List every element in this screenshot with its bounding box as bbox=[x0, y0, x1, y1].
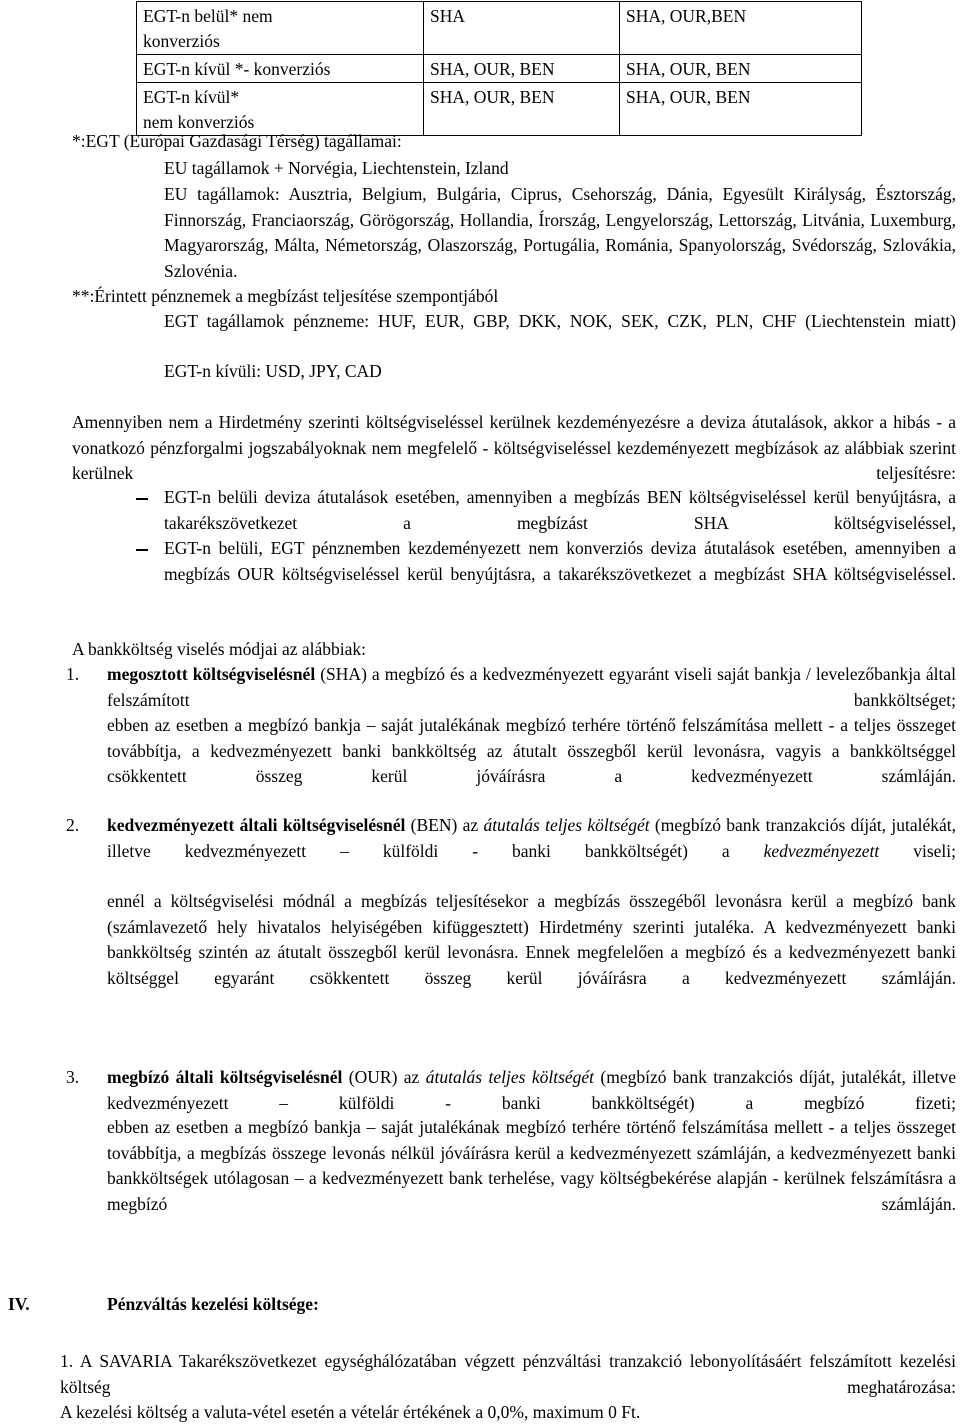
currency-note-title: **:Érintett pénznemek a megbízást teljesítése szempontjából bbox=[72, 286, 499, 306]
bullet-text: EGT-n belüli, EGT pénznemben kezdeményezett nem konverziós deviza átutalások esetében, amennyiben a megbízás OUR költségviseléssel kerül benyújtásra, a takarékszövetkezet a megbízást SHA költségviseléssel. bbox=[164, 538, 956, 584]
paragraph-text: Amennyiben nem a Hirdetmény szerinti költségviseléssel kerülnek kezdeményezésre a deviza átutalások, akkor a hibás - a vonatkozó pénzforgalmi jogszabályoknak nem megfelelő - költségviseléssel kezdeményezett megbízások az alábbiak szerint kerülnek teljesítésre: bbox=[72, 412, 956, 483]
bullet-item bbox=[164, 485, 956, 536]
bullet-item bbox=[164, 536, 956, 587]
egt-note-title: *:EGT (Európai Gazdasági Térség) tagállamai: bbox=[72, 131, 402, 151]
list-number: 3. bbox=[66, 1067, 80, 1087]
cost-mode-name: megbízó általi költségviselésnél bbox=[107, 1067, 343, 1087]
cost-mode-sha-detail bbox=[107, 713, 956, 790]
cost-mode-detail: ebben az esetben a megbízó bankja – saját jutalékának megbízó terhére történő felszámítása mellett - a teljes összeget továbbítja, a megbízás összege levonás nélkül jóváírásra kerül a kedvezményezett számláján, a kedvezményezett banki bankköltségek utólagosan – a kedvezményezett bank terhelése, vagy költségbekérése alapján - kerülnek felszámításra a megbízó számláján. bbox=[107, 1117, 956, 1214]
egt-note-line1: EU tagállamok + Norvégia, Liechtenstein, Izland bbox=[164, 158, 509, 178]
cost-mode-text: (megbízó bank tranzakciós díját, jutalékát, illetve kedvezményezett – külföldi - banki bankköltségét) a bbox=[107, 815, 956, 861]
table-cell: EGT-n belül* nem konverziós bbox=[137, 2, 424, 55]
cost-mode-text: (SHA) a megbízó és a kedvezményezett egyaránt viseli saját bankja / levelezőbankja által felszámított bankköltséget; bbox=[107, 664, 956, 710]
cost-mode-text: (OUR) az bbox=[342, 1067, 426, 1087]
section-title: Pénzváltás kezelési költsége: bbox=[107, 1294, 319, 1314]
cost-mode-ben bbox=[107, 813, 956, 864]
cost-modes-title: A bankköltség viselés módjai az alábbiak: bbox=[72, 639, 367, 659]
dash-bullet bbox=[136, 549, 148, 551]
table-cell: SHA bbox=[424, 2, 620, 55]
currency-note-egt bbox=[164, 308, 956, 334]
section-number: IV. bbox=[8, 1294, 30, 1314]
cost-mode-text: (BEN) az bbox=[405, 815, 484, 835]
cost-mode-name: megosztott költségviselésnél bbox=[107, 664, 316, 684]
table-cell: SHA, OUR, BEN bbox=[424, 83, 620, 136]
italic-phrase: kedvezményezett bbox=[763, 840, 880, 861]
cost-mode-our bbox=[107, 1065, 956, 1116]
currency-note-non-egt: EGT-n kívüli: USD, JPY, CAD bbox=[164, 361, 382, 381]
section4-fee-line: A kezelési költség a valuta-vétel esetén a vételár értékének a 0,0%, maximum 0 Ft. bbox=[60, 1402, 641, 1422]
cost-mode-detail: ennél a költségviselési módnál a megbízás teljesítésekor a megbízás összegéből levonásra kerül a megbízó bank (számlavezető hely hivatalos helyiségében kifüggesztett) Hirdetmény szerinti jutaléka. A kedvezményezett banki bankköltség szintén az átutalt összegből kerül levonásra. Ennek megfelelően a megbízó és a kedvezményezett banki költséggel egyaránt csökkentett összeg kerül jóváírásra a kedvezményezett számláján. bbox=[107, 891, 956, 988]
table-cell: SHA, OUR, BEN bbox=[620, 55, 862, 83]
list-number: 1. bbox=[66, 664, 80, 684]
egt-currency-list: EGT tagállamok pénzneme: HUF, EUR, GBP, DKK, NOK, SEK, CZK, PLN, CHF (Liechtenstein miatt) bbox=[164, 311, 956, 331]
italic-phrase: átutalás teljes költségét bbox=[425, 1067, 595, 1087]
cost-mode-sha bbox=[107, 662, 956, 713]
paragraph-text: 1. A SAVARIA Takarékszövetkezet egységhálózatában végzett pénzváltási tranzakció lebonyolításáért felszámított kezelési költség meghatározása: bbox=[60, 1351, 956, 1397]
table-cell: EGT-n kívül *- konverziós bbox=[137, 55, 424, 83]
cost-mode-ben-detail bbox=[107, 889, 956, 991]
table-row bbox=[137, 55, 862, 83]
cost-mode-text: (megbízó bank tranzakciós díját, jutalékát, illetve kedvezményezett – külföldi - banki bankköltségét) a megbízó fizeti; bbox=[107, 1067, 956, 1113]
cost-mode-our-detail bbox=[107, 1115, 956, 1217]
italic-phrase: átutalás teljes költségét bbox=[483, 815, 650, 835]
egt-member-list: EU tagállamok: Ausztria, Belgium, Bulgária, Ciprus, Csehország, Dánia, Egyesült Királyság, Észtország, Finnország, Franciaország, Görögország, Hollandia, Írország, Lengyelország, Lettország, Litvánia, Luxemburg, Magyarország, Málta, Németország, Olaszország, Portugália, Románia, Spanyolország, Svédország, Szlovákia, Szlovénia. bbox=[164, 184, 956, 281]
egt-note-line2 bbox=[164, 182, 956, 284]
cost-bearing-table bbox=[136, 1, 862, 136]
table-cell: SHA, OUR,BEN bbox=[620, 2, 862, 55]
cost-mode-name: kedvezményezett általi költségviselésnél bbox=[107, 815, 406, 835]
list-number: 2. bbox=[66, 815, 80, 835]
table-row bbox=[137, 2, 862, 55]
table-cell: SHA, OUR, BEN bbox=[620, 83, 862, 136]
section4-paragraph bbox=[60, 1349, 956, 1400]
table-cell: SHA, OUR, BEN bbox=[424, 55, 620, 83]
cost-mode-detail: ebben az esetben a megbízó bankja – saját jutalékának megbízó terhére történő felszámítása mellett - a teljes összeget továbbítja, a kedvezményezett banki bankköltség az átutalt összegből kerül levonásra, vagyis a bankköltséggel csökkentett összeg kerül jóváírásra a kedvezményezett számláján. bbox=[107, 715, 956, 786]
bullet-text: EGT-n belüli deviza átutalások esetében, amennyiben a megbízás BEN költségviseléssel kerül benyújtásra, a takarékszövetkezet a megbízást SHA költségviseléssel, bbox=[164, 487, 956, 533]
paragraph-incorrect-cost-bearing bbox=[72, 410, 956, 487]
table-cell: EGT-n kívül* nem konverziós bbox=[137, 83, 424, 136]
cost-mode-text: viseli; bbox=[879, 840, 956, 861]
table-row bbox=[137, 83, 862, 136]
dash-bullet bbox=[136, 498, 148, 500]
